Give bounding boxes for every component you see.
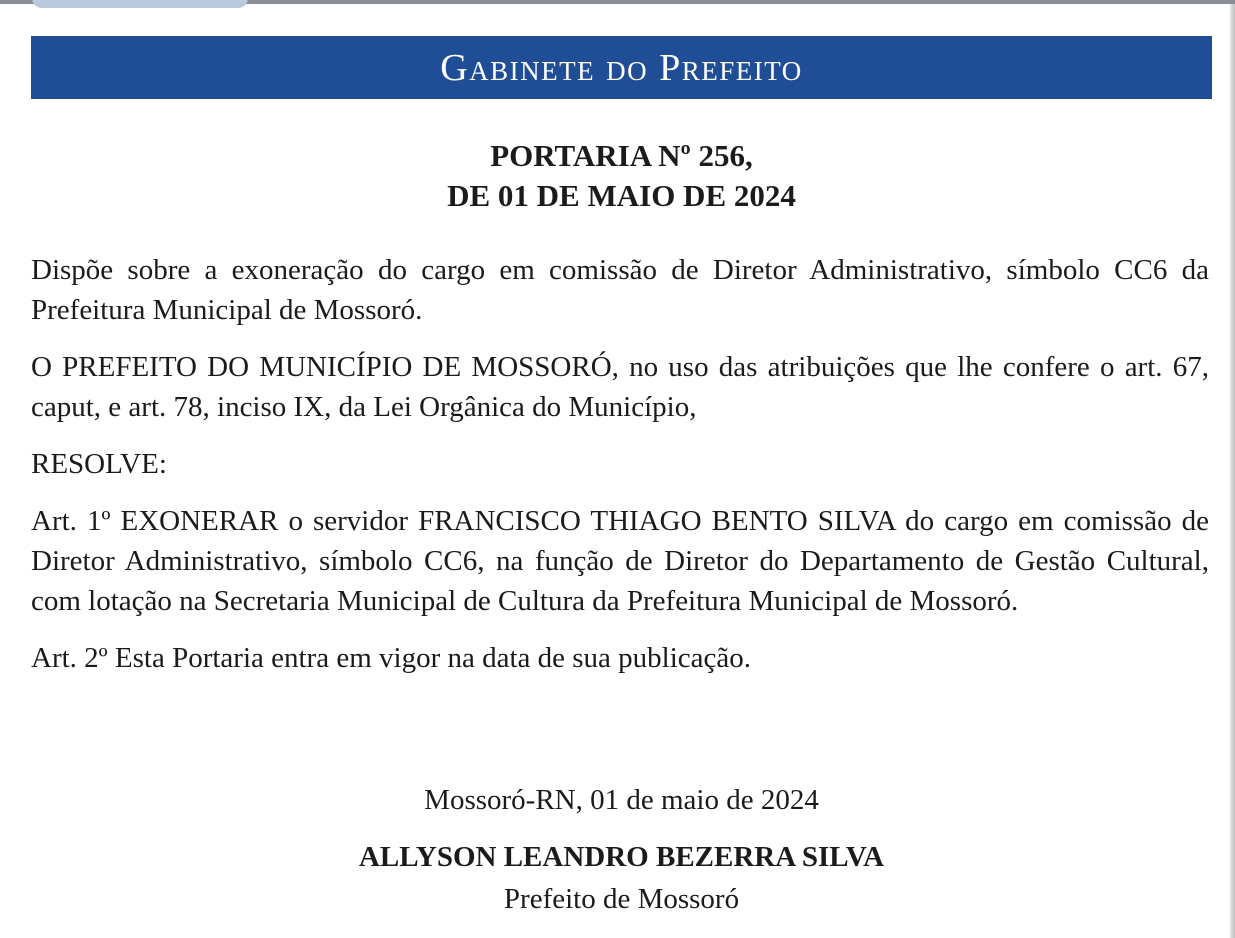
page-right-edge — [1230, 4, 1235, 938]
document-title-line-1: PORTARIA Nº 256, — [490, 138, 753, 173]
resolve-paragraph: RESOLVE: — [31, 448, 167, 480]
place-and-date: Mossoró-RN, 01 de maio de 2024 — [424, 784, 819, 816]
document-title — [31, 136, 1212, 216]
article-2-paragraph: Art. 2º Esta Portaria entra em vigor na data de sua publicação. — [31, 642, 752, 674]
section-header-bar — [31, 36, 1212, 99]
article-1-paragraph: Art. 1º EXONERAR o servidor FRANCISCO THIAGO BENTO SILVA do cargo em comissão de Diretor Administrativo, símbolo CC6, na função de Diretor do Departamento de Gestão Cultural, com lotação na Secretaria Municipal de Cultura da Prefeitura Municipal de Mossoró. — [31, 505, 1209, 617]
preamble-paragraph: O PREFEITO DO MUNICÍPIO DE MOSSORÓ, no uso das atribuições que lhe confere o art. 67, caput, e art. 78, inciso IX, da Lei Orgânica do Município, — [31, 351, 1209, 423]
top-tab-shape — [32, 0, 248, 8]
signer-role: Prefeito de Mossoró — [503, 883, 740, 915]
ementa-paragraph: Dispõe sobre a exoneração do cargo em comissão de Diretor Administrativo, símbolo CC6 da Prefeitura Municipal de Mossoró. — [31, 254, 1209, 326]
signer-name: ALLYSON LEANDRO BEZERRA SILVA — [358, 841, 885, 873]
document-body — [31, 250, 1209, 695]
document-title-line-2: DE 01 DE MAIO DE 2024 — [447, 178, 796, 213]
section-header-title: Gabinete do Prefeito — [440, 46, 803, 89]
